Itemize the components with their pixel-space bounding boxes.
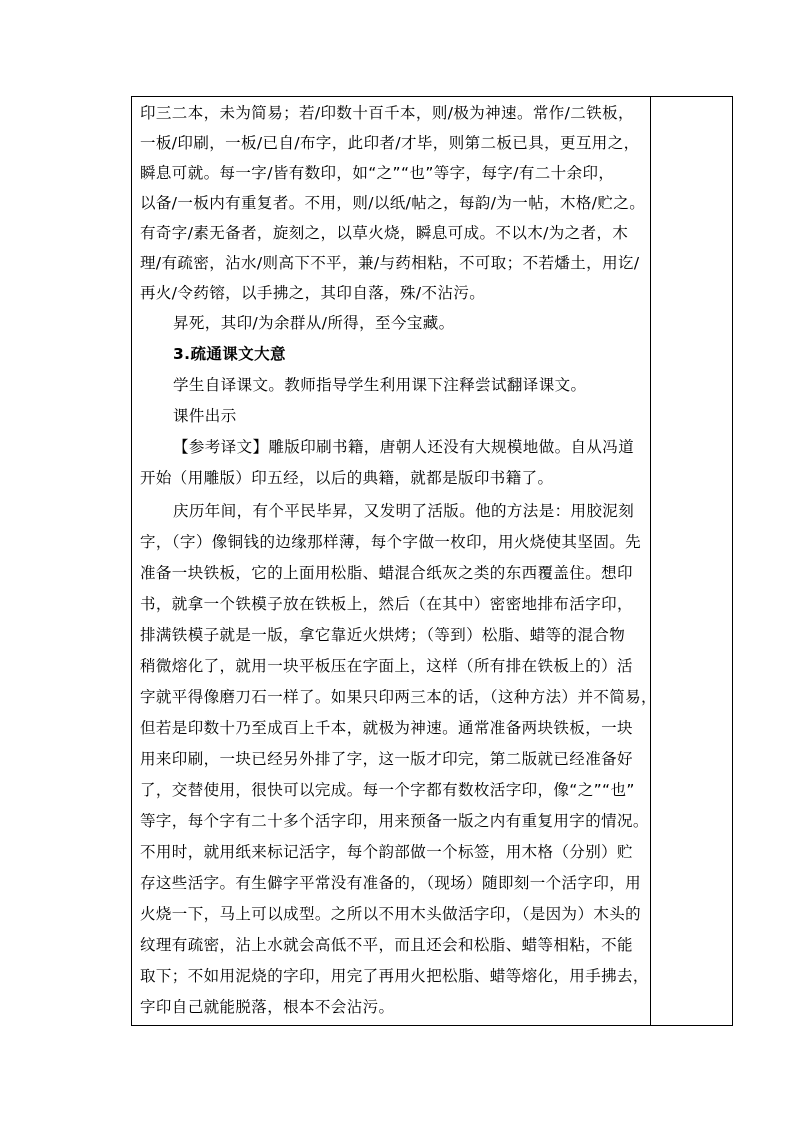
- text-line: 课件出示: [173, 407, 237, 425]
- text-line: 书，就拿一个铁模子放在铁板上，然后（在其中）密密地排布活字印，: [140, 595, 633, 613]
- text-line: 昇死，其印/为余群从/所得，至今宝藏。: [173, 314, 455, 332]
- text-line: 稍微熔化了，就用一块平板压在字面上，这样（所有排在铁板上的）活: [140, 657, 633, 675]
- text-line: 理/有疏密，沾水/则高下不平，兼/与药相粘，不可取；不若燔土，用讫/: [140, 254, 640, 272]
- text-line: 学生自译课文。教师指导学生利用课下注释尝试翻译课文。: [173, 376, 587, 394]
- notes-cell: [651, 97, 732, 1025]
- text-line: 纹理有疏密，沾上水就会高低不平，而且还会和松脂、蜡等相粘，不能: [140, 936, 633, 954]
- text-line: 等字，每个字有二十多个活字印，用来预备一版之内有重复用字的情况。: [140, 812, 649, 830]
- text-line: 开始（用雕版）印五经，以后的典籍，就都是版印书籍了。: [140, 469, 554, 487]
- text-line: 庆历年间，有个平民毕昇，又发明了活版。他的方法是：用胶泥刻: [173, 502, 635, 520]
- text-line: 用来印刷，一块已经另外排了字，这一版才印完，第二版就已经准备好: [140, 750, 633, 768]
- text-line: 以备/一板内有重复者。不用，则/以纸/帖之，每韵/为一帖，木格/贮之。: [140, 194, 646, 212]
- text-line: 存这些活字。有生僻字平常没有准备的，（现场）随即刻一个活字印，用: [140, 874, 642, 892]
- text-line: 了，交替使用，很快可以完成。每一个字都有数枚活字印，像“之”“也”: [140, 781, 635, 799]
- text-line: 火烧一下，马上可以成型。之所以不用木头做活字印，（是因为）木头的: [140, 905, 642, 923]
- text-line: 取下；不如用泥烧的字印，用完了再用火把松脂、蜡等熔化，用手拂去，: [140, 967, 649, 985]
- text-line: 一板/印刷，一板/已自/布字，此印者/才毕，则第二板已具，更互用之，: [140, 134, 640, 152]
- section-heading: 3.疏通课文大意: [173, 345, 286, 363]
- text-line: 有奇字/素无备者，旋刻之，以草火烧，瞬息可成。不以木/为之者，木: [140, 224, 629, 242]
- text-line: 排满铁模子就是一版，拿它靠近火烘烤；（等到）松脂、蜡等的混合物: [140, 626, 626, 644]
- text-line: 再火/令药镕，以手拂之，其印自落，殊/不沾污。: [140, 284, 486, 302]
- text-line: 字就平得像磨刀石一样了。如果只印两三本的话，（这种方法）并不简易，: [140, 688, 657, 706]
- lesson-table: [131, 96, 733, 1026]
- text-line: 字印自己就能脱落，根本不会沾污。: [140, 998, 395, 1016]
- text-line: 准备一块铁板，它的上面用松脂、蜡混合纸灰之类的东西覆盖住。想印: [140, 564, 633, 582]
- content-cell: [140, 97, 657, 1025]
- text-line: 不用时，就用纸来标记活字，每个韵部做一个标签，用木格（分别）贮: [140, 843, 633, 861]
- text-line: 字，（字）像铜钱的边缘那样薄，每个字做一枚印，用火烧使其坚固。先: [140, 533, 642, 551]
- text-line: 印三二本，未为简易；若/印数十百千本，则/极为神速。常作/二铁板，: [140, 104, 634, 122]
- text-line: 但若是印数十乃至成百上千本，就极为神速。通常准备两块铁板，一块: [140, 719, 633, 737]
- text-line: 【参考译文】雕版印刷书籍，唐朝人还没有大规模地做。自从冯道: [173, 438, 635, 456]
- text-line: 瞬息可就。每一字/皆有数印，如“之”“也”等字，每字/有二十余印，: [140, 164, 615, 182]
